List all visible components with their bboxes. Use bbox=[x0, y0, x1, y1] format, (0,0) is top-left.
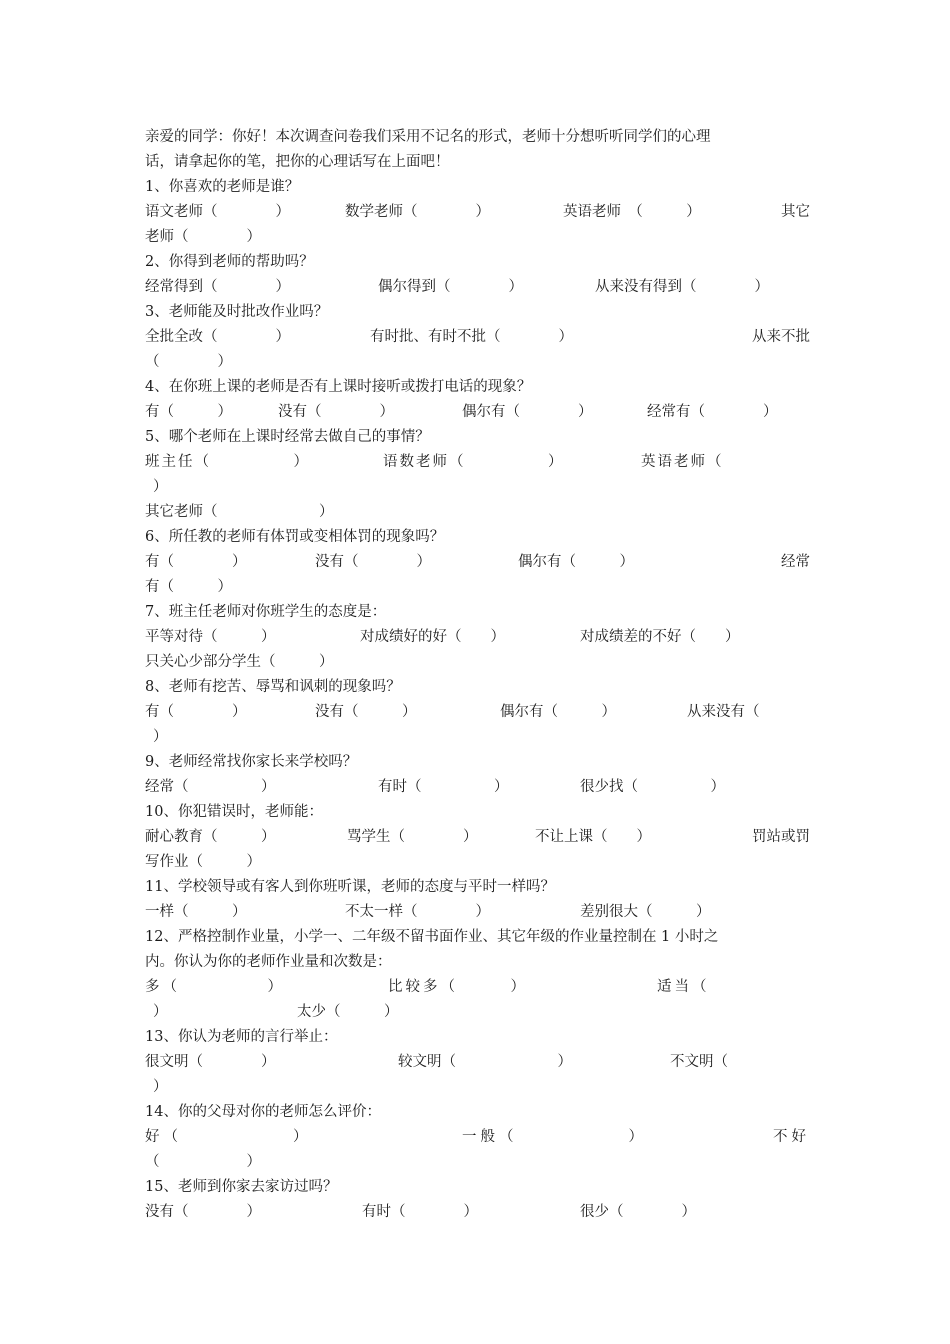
option[interactable]: 其它 bbox=[781, 204, 810, 220]
option-row bbox=[145, 200, 810, 225]
option[interactable]: 没有（ ） bbox=[145, 1204, 261, 1220]
option[interactable]: 比较多（ ） bbox=[388, 979, 528, 995]
option-row bbox=[145, 1200, 810, 1225]
question-title: 4、在你班上课的老师是否有上课时接听或拨打电话的现象？ bbox=[145, 379, 532, 395]
option[interactable]: 没有（ ） bbox=[315, 704, 417, 720]
option-row bbox=[145, 700, 810, 725]
intro-line-1: 亲爱的同学：你好！本次调查问卷我们采用不记名的形式，老师十分想听听同学们的心理 bbox=[145, 129, 711, 145]
option[interactable]: 偶尔有（ ） bbox=[462, 404, 593, 420]
option[interactable]: 偶尔有（ ） bbox=[500, 704, 616, 720]
option-row bbox=[145, 500, 810, 525]
option[interactable]: 多（ ） bbox=[145, 979, 285, 995]
option[interactable]: 好（ ） bbox=[145, 1129, 312, 1145]
question-title: 1、你喜欢的老师是谁？ bbox=[145, 179, 300, 195]
option[interactable]: 很少（ ） bbox=[580, 1204, 696, 1220]
question-title: 10、你犯错误时，老师能： bbox=[145, 804, 323, 820]
option[interactable]: 平等对待（ ） bbox=[145, 629, 276, 645]
option[interactable]: 有（ ） bbox=[145, 554, 247, 570]
option[interactable]: 太少（ ） bbox=[297, 1004, 399, 1020]
option[interactable]: 经常 bbox=[781, 554, 810, 570]
option-row bbox=[145, 400, 810, 425]
option[interactable]: 语数老师（ ） bbox=[383, 454, 565, 470]
question-title: 13、你认为老师的言行举止： bbox=[145, 1029, 338, 1045]
option[interactable]: 很少找（ ） bbox=[580, 779, 725, 795]
option[interactable]: 其它老师（ ） bbox=[145, 504, 334, 520]
option[interactable]: 有时（ ） bbox=[378, 779, 509, 795]
option[interactable]: 有时（ ） bbox=[362, 1204, 478, 1220]
question-title: 3、老师能及时批改作业吗？ bbox=[145, 304, 329, 320]
option[interactable]: 不太一样（ ） bbox=[345, 904, 490, 920]
option[interactable]: 耐心教育（ ） bbox=[145, 829, 276, 845]
option[interactable]: 没有（ ） bbox=[315, 554, 431, 570]
option-row bbox=[145, 775, 810, 800]
option[interactable]: 语文老师（ ） bbox=[145, 204, 290, 220]
option-row: 老师（ ） bbox=[145, 229, 261, 245]
option[interactable]: 适当（ bbox=[657, 979, 710, 995]
option-row bbox=[145, 650, 810, 675]
option-row bbox=[145, 1125, 810, 1150]
option[interactable]: 全批全改（ ） bbox=[145, 329, 290, 345]
question-title: 14、你的父母对你的老师怎么评价： bbox=[145, 1104, 381, 1120]
option[interactable]: 有（ ） bbox=[145, 704, 247, 720]
option[interactable]: 从来没有（ bbox=[687, 704, 760, 720]
option-row: ） bbox=[153, 729, 168, 745]
option[interactable]: 一般（ ） bbox=[462, 1129, 647, 1145]
option[interactable]: 对成绩差的不好（ ） bbox=[580, 629, 740, 645]
option[interactable]: 经常得到（ ） bbox=[145, 279, 290, 295]
option-row bbox=[145, 625, 810, 650]
option[interactable]: 没有（ ） bbox=[278, 404, 394, 420]
question-title: 15、老师到你家去家访过吗？ bbox=[145, 1179, 338, 1195]
question-title: 12、严格控制作业量，小学一、二年级不留书面作业、其它年级的作业量控制在 1 小时之 bbox=[145, 929, 719, 945]
option-row: ） bbox=[153, 479, 168, 495]
option-row bbox=[145, 900, 810, 925]
option[interactable]: 不好 bbox=[773, 1129, 810, 1145]
question-title: 9、老师经常找你家长来学校吗？ bbox=[145, 754, 358, 770]
question-title: 6、所任教的老师有体罚或变相体罚的现象吗？ bbox=[145, 529, 445, 545]
option-row: 有（ ） bbox=[145, 579, 232, 595]
option[interactable]: 骂学生（ ） bbox=[347, 829, 478, 845]
option[interactable]: 不文明（ bbox=[670, 1054, 728, 1070]
option-row: ） bbox=[153, 1079, 168, 1095]
option-row bbox=[145, 1050, 810, 1075]
option[interactable]: 差别很大（ ） bbox=[580, 904, 711, 920]
option[interactable]: 英语老师（ bbox=[641, 454, 724, 470]
option-row bbox=[145, 825, 810, 850]
option-row: （ ） bbox=[145, 354, 232, 370]
option-row: （ ） bbox=[145, 1154, 261, 1170]
option[interactable]: 班主任（ ） bbox=[145, 454, 310, 470]
option-row bbox=[145, 975, 810, 1000]
option[interactable]: 较文明（ ） bbox=[398, 1054, 572, 1070]
question-title: 8、老师有挖苦、辱骂和讽刺的现象吗？ bbox=[145, 679, 401, 695]
option[interactable]: 经常（ ） bbox=[145, 779, 276, 795]
question-title: 7、班主任老师对你班学生的态度是： bbox=[145, 604, 387, 620]
option[interactable]: 从来没有得到（ ） bbox=[595, 279, 769, 295]
question-title: 5、哪个老师在上课时经常去做自己的事情？ bbox=[145, 429, 430, 445]
option[interactable]: 很文明（ ） bbox=[145, 1054, 276, 1070]
option[interactable]: 英语老师 （ ） bbox=[563, 204, 701, 220]
option-row bbox=[145, 550, 810, 575]
option[interactable]: 偶尔有（ ） bbox=[518, 554, 634, 570]
option-row bbox=[145, 275, 810, 300]
option[interactable]: 从来不批 bbox=[752, 329, 810, 345]
option-row bbox=[145, 450, 810, 475]
question-title: 2、你得到老师的帮助吗？ bbox=[145, 254, 314, 270]
intro-line-2: 话，请拿起你的笔，把你的心理话写在上面吧！ bbox=[145, 154, 450, 170]
option[interactable]: 经常有（ ） bbox=[647, 404, 778, 420]
option-row: 写作业（ ） bbox=[145, 854, 261, 870]
question-title-cont: 内。你认为你的老师作业量和次数是： bbox=[145, 954, 392, 970]
question-title: 11、学校领导或有客人到你班听课，老师的态度与平时一样吗？ bbox=[145, 879, 555, 895]
option[interactable]: 罚站或罚 bbox=[752, 829, 810, 845]
option[interactable]: 对成绩好的好（ ） bbox=[360, 629, 505, 645]
option[interactable]: 偶尔得到（ ） bbox=[378, 279, 523, 295]
option[interactable]: 有时批、有时不批（ ） bbox=[370, 329, 573, 345]
option[interactable]: 不让上课（ ） bbox=[535, 829, 651, 845]
option-row: ） 太少（ ） bbox=[145, 1000, 810, 1025]
option[interactable]: 一样（ ） bbox=[145, 904, 247, 920]
option-row bbox=[145, 325, 810, 350]
option[interactable]: 只关心少部分学生（ ） bbox=[145, 654, 334, 670]
option[interactable]: 数学老师（ ） bbox=[345, 204, 490, 220]
option[interactable]: 有（ ） bbox=[145, 404, 232, 420]
